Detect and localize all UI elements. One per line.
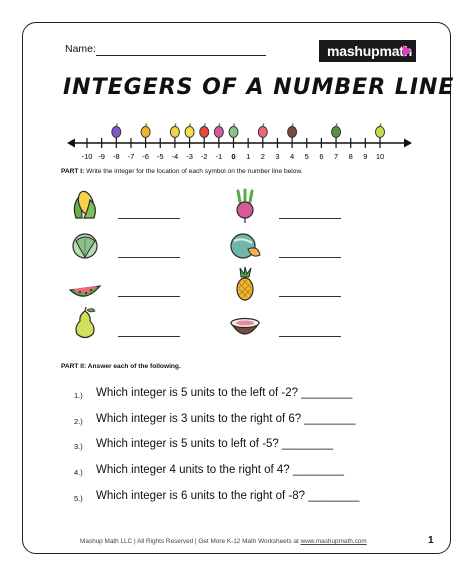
- mashupmath-logo: [319, 40, 416, 62]
- tick-label: -8: [112, 152, 120, 161]
- left-arrow-icon: [67, 139, 75, 148]
- tick-label: 2: [260, 152, 265, 161]
- question-text: Which integer is 5 units to the left of -2? ________: [96, 387, 353, 399]
- question-number: 2.): [74, 417, 83, 426]
- number-line: [67, 116, 412, 166]
- part1-right-item-2: [228, 227, 262, 268]
- corn-icon: [68, 188, 102, 224]
- part1-right-item-4: [228, 305, 262, 346]
- logo-text: mashupmath: [327, 43, 413, 59]
- watermelon-icon: [68, 266, 102, 302]
- question-number: 5.): [74, 494, 83, 503]
- footer: [80, 538, 367, 545]
- answer-line[interactable]: [279, 296, 341, 297]
- part1-left-item-2: [68, 227, 102, 268]
- tick-label: -4: [171, 152, 179, 161]
- tick-label: -1: [215, 152, 223, 161]
- tick-label: -3: [186, 152, 193, 161]
- answer-line[interactable]: [279, 257, 341, 258]
- part1-left-item-3: [68, 266, 102, 307]
- tick-label: 3: [275, 152, 280, 161]
- tick-label: -2: [200, 152, 208, 161]
- cabbage-icon: [68, 227, 102, 263]
- page-number: 1: [428, 535, 434, 546]
- question-text: Which integer is 5 units to left of -5? ________: [96, 438, 334, 450]
- page-title: INTEGERS OF A NUMBER LINE: [63, 75, 455, 100]
- question-text: Which integer is 3 units to the right of 6? ________: [96, 413, 356, 425]
- tick-label: 4: [290, 152, 295, 161]
- pineapple-icon: [228, 266, 262, 302]
- name-label: Name:: [65, 43, 96, 55]
- question-number: 4.): [74, 468, 83, 477]
- pineapple-icon: [141, 124, 150, 138]
- eggplant-icon: [112, 124, 121, 138]
- tick-label: 9: [363, 152, 368, 161]
- part1-text: Write the integer for the location of each symbol on the number line below.: [86, 168, 303, 175]
- question-text: Which integer is 6 units to the right of -8? ________: [96, 490, 360, 502]
- number-line-ticks: [82, 138, 385, 161]
- cabbage-half-icon: [228, 227, 262, 263]
- answer-line[interactable]: [118, 257, 180, 258]
- answer-line[interactable]: [279, 218, 341, 219]
- number-line-symbols: [112, 124, 385, 138]
- cabbage-icon: [229, 124, 238, 138]
- answer-line[interactable]: [118, 218, 180, 219]
- footer-link[interactable]: www.mashupmath.com: [300, 538, 367, 545]
- tick-label: -7: [127, 152, 135, 161]
- part1-left-item-4: [68, 305, 102, 346]
- answer-line[interactable]: [118, 296, 180, 297]
- part1-right-item-1: [228, 188, 262, 229]
- pear-icon: [376, 124, 385, 138]
- corn-icon: [170, 124, 179, 138]
- part1-instruction: [61, 168, 303, 175]
- watermelon-icon: [258, 124, 267, 138]
- lemon-icon: [185, 124, 194, 138]
- question-number: 1.): [74, 391, 83, 400]
- worksheet-page: [22, 22, 455, 554]
- tick-label: 1: [246, 152, 251, 161]
- tick-label: -6: [142, 152, 149, 161]
- play-icon: [403, 45, 412, 57]
- radish-icon: [228, 188, 262, 224]
- part1-right-item-3: [228, 266, 262, 307]
- part1-left-item-1: [68, 188, 102, 229]
- right-arrow-icon: [404, 139, 412, 148]
- tick-label: 5: [304, 152, 309, 161]
- question-text: Which integer 4 units to the right of 4? ________: [96, 464, 345, 476]
- answer-line[interactable]: [279, 336, 341, 337]
- tick-label: -9: [98, 152, 105, 161]
- question-number: 3.): [74, 442, 83, 451]
- tomato-icon: [200, 124, 209, 138]
- tick-label: 0: [231, 152, 236, 161]
- radish-icon: [214, 124, 223, 138]
- part1-label: PART I:: [61, 168, 85, 175]
- tick-label: 10: [375, 152, 385, 161]
- coconut-icon: [288, 124, 297, 138]
- avocado-icon: [332, 124, 341, 138]
- tick-label: -10: [81, 152, 93, 161]
- coconut-icon: [228, 305, 262, 341]
- tick-label: -5: [156, 152, 164, 161]
- tick-label: 8: [348, 152, 353, 161]
- pear-icon: [68, 305, 102, 341]
- answer-line[interactable]: [118, 336, 180, 337]
- name-field[interactable]: [96, 55, 266, 56]
- tick-label: 6: [319, 152, 324, 161]
- footer-text: Mashup Math LLC | All Rights Reserved | Get More K-12 Math Worksheets at: [80, 538, 301, 545]
- tick-label: 7: [333, 152, 339, 161]
- part2-heading: PART II: Answer each of the following.: [61, 363, 181, 370]
